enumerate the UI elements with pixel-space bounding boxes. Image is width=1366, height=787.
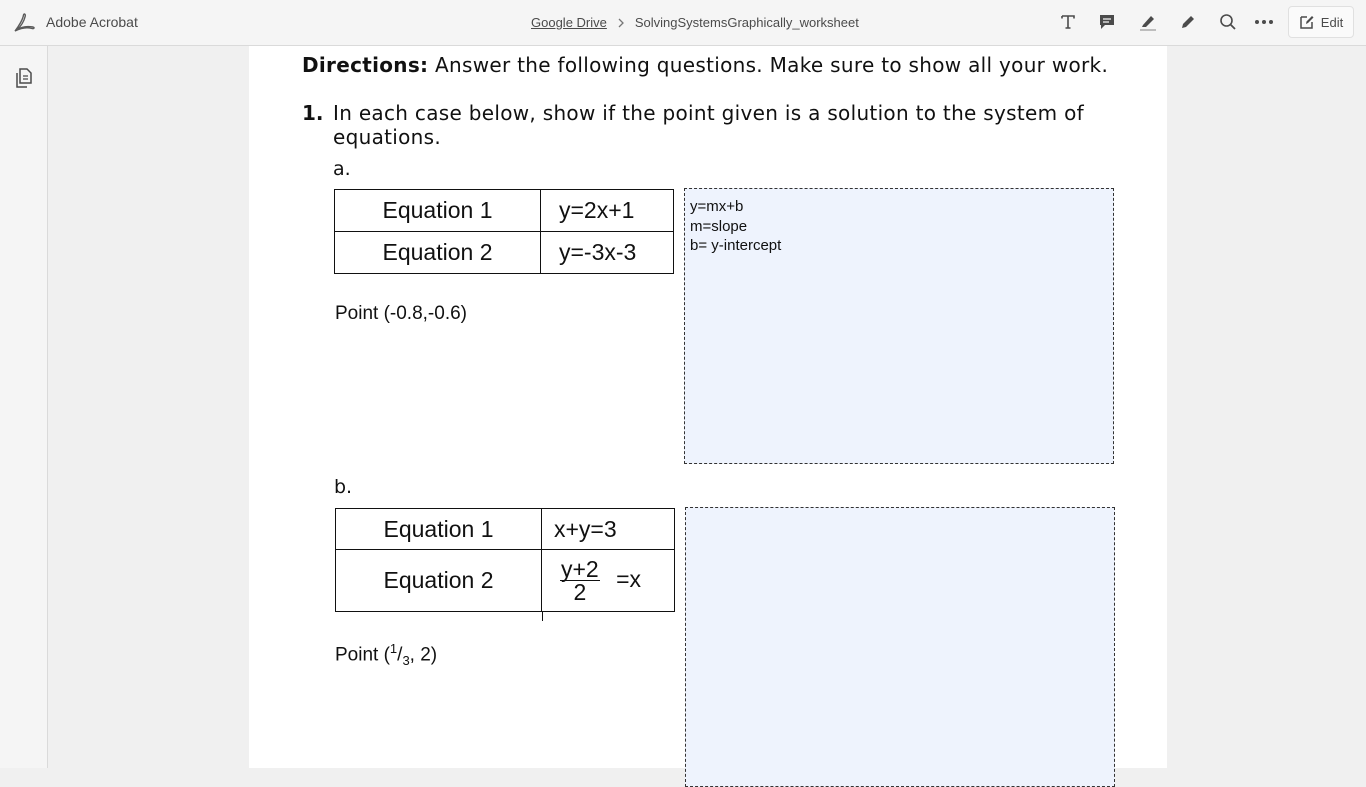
part-a-label: a. — [333, 158, 351, 180]
part-b-eq2-name: Equation 2 — [336, 550, 542, 612]
part-b-eq2-value — [542, 550, 675, 612]
point-slash: / — [397, 644, 403, 666]
fraction — [560, 558, 600, 603]
directions-text: Answer the following questions. Make sure to show all your work. — [435, 53, 1109, 77]
search-icon[interactable] — [1217, 11, 1239, 33]
part-a-notes[interactable] — [690, 197, 781, 256]
point-suffix: , 2) — [409, 644, 438, 666]
fraction-denominator: 2 — [573, 579, 587, 605]
comment-icon[interactable] — [1096, 11, 1118, 33]
part-a-eq1-value: y=2x+1 — [541, 190, 674, 232]
question-number: 1. — [302, 101, 324, 125]
chevron-right-icon — [617, 17, 625, 29]
table-tick-mark — [542, 612, 543, 621]
part-a-point: Point (-0.8,-0.6) — [335, 303, 467, 324]
point-sup: 1 — [389, 641, 398, 656]
left-rail — [0, 46, 48, 768]
edit-icon — [1299, 14, 1315, 30]
note-line: m=slope — [690, 217, 748, 235]
pages-icon[interactable] — [15, 68, 33, 88]
edit-button-label: Edit — [1320, 14, 1344, 30]
draw-icon[interactable] — [1177, 11, 1199, 33]
part-b-eq1-name: Equation 1 — [336, 509, 542, 550]
question-text: In each case below, show if the point given is a solution to the system of equations. — [333, 101, 1084, 149]
part-a-eq2-name: Equation 2 — [335, 232, 541, 274]
directions-label: Directions: — [302, 53, 429, 77]
note-line: b= y-intercept — [690, 237, 782, 254]
acrobat-logo-icon[interactable] — [12, 11, 36, 35]
text-tool-icon[interactable] — [1057, 11, 1079, 33]
part-a-eq1-name: Equation 1 — [335, 190, 541, 232]
part-b-answer-box[interactable] — [685, 507, 1115, 787]
app-name: Adobe Acrobat — [46, 14, 138, 30]
more-icon[interactable] — [1253, 11, 1275, 33]
part-a-eq2-value: y=-3x-3 — [541, 232, 674, 274]
document-title: SolvingSystemsGraphically_worksheet — [634, 15, 859, 30]
directions — [302, 53, 1108, 77]
part-b-label: b. — [334, 476, 353, 498]
breadcrumb — [531, 15, 859, 30]
part-b-equation-table — [335, 508, 675, 612]
part-a-answer-box[interactable] — [684, 188, 1114, 464]
part-b-eq1-value: x+y=3 — [542, 509, 675, 550]
fraction-numerator: y+2 — [561, 556, 599, 582]
part-a-equation-table — [334, 189, 674, 274]
document-page — [249, 46, 1167, 768]
breadcrumb-parent-link[interactable]: Google Drive — [531, 15, 607, 30]
eq2-rhs: =x — [616, 565, 642, 592]
edit-button[interactable] — [1288, 6, 1354, 38]
top-bar — [0, 0, 1366, 46]
note-line: y=mx+b — [690, 198, 744, 215]
highlight-icon[interactable] — [1137, 11, 1159, 33]
point-sub: 3 — [402, 653, 410, 669]
part-b-point — [335, 641, 437, 668]
point-prefix: Point ( — [335, 644, 390, 666]
